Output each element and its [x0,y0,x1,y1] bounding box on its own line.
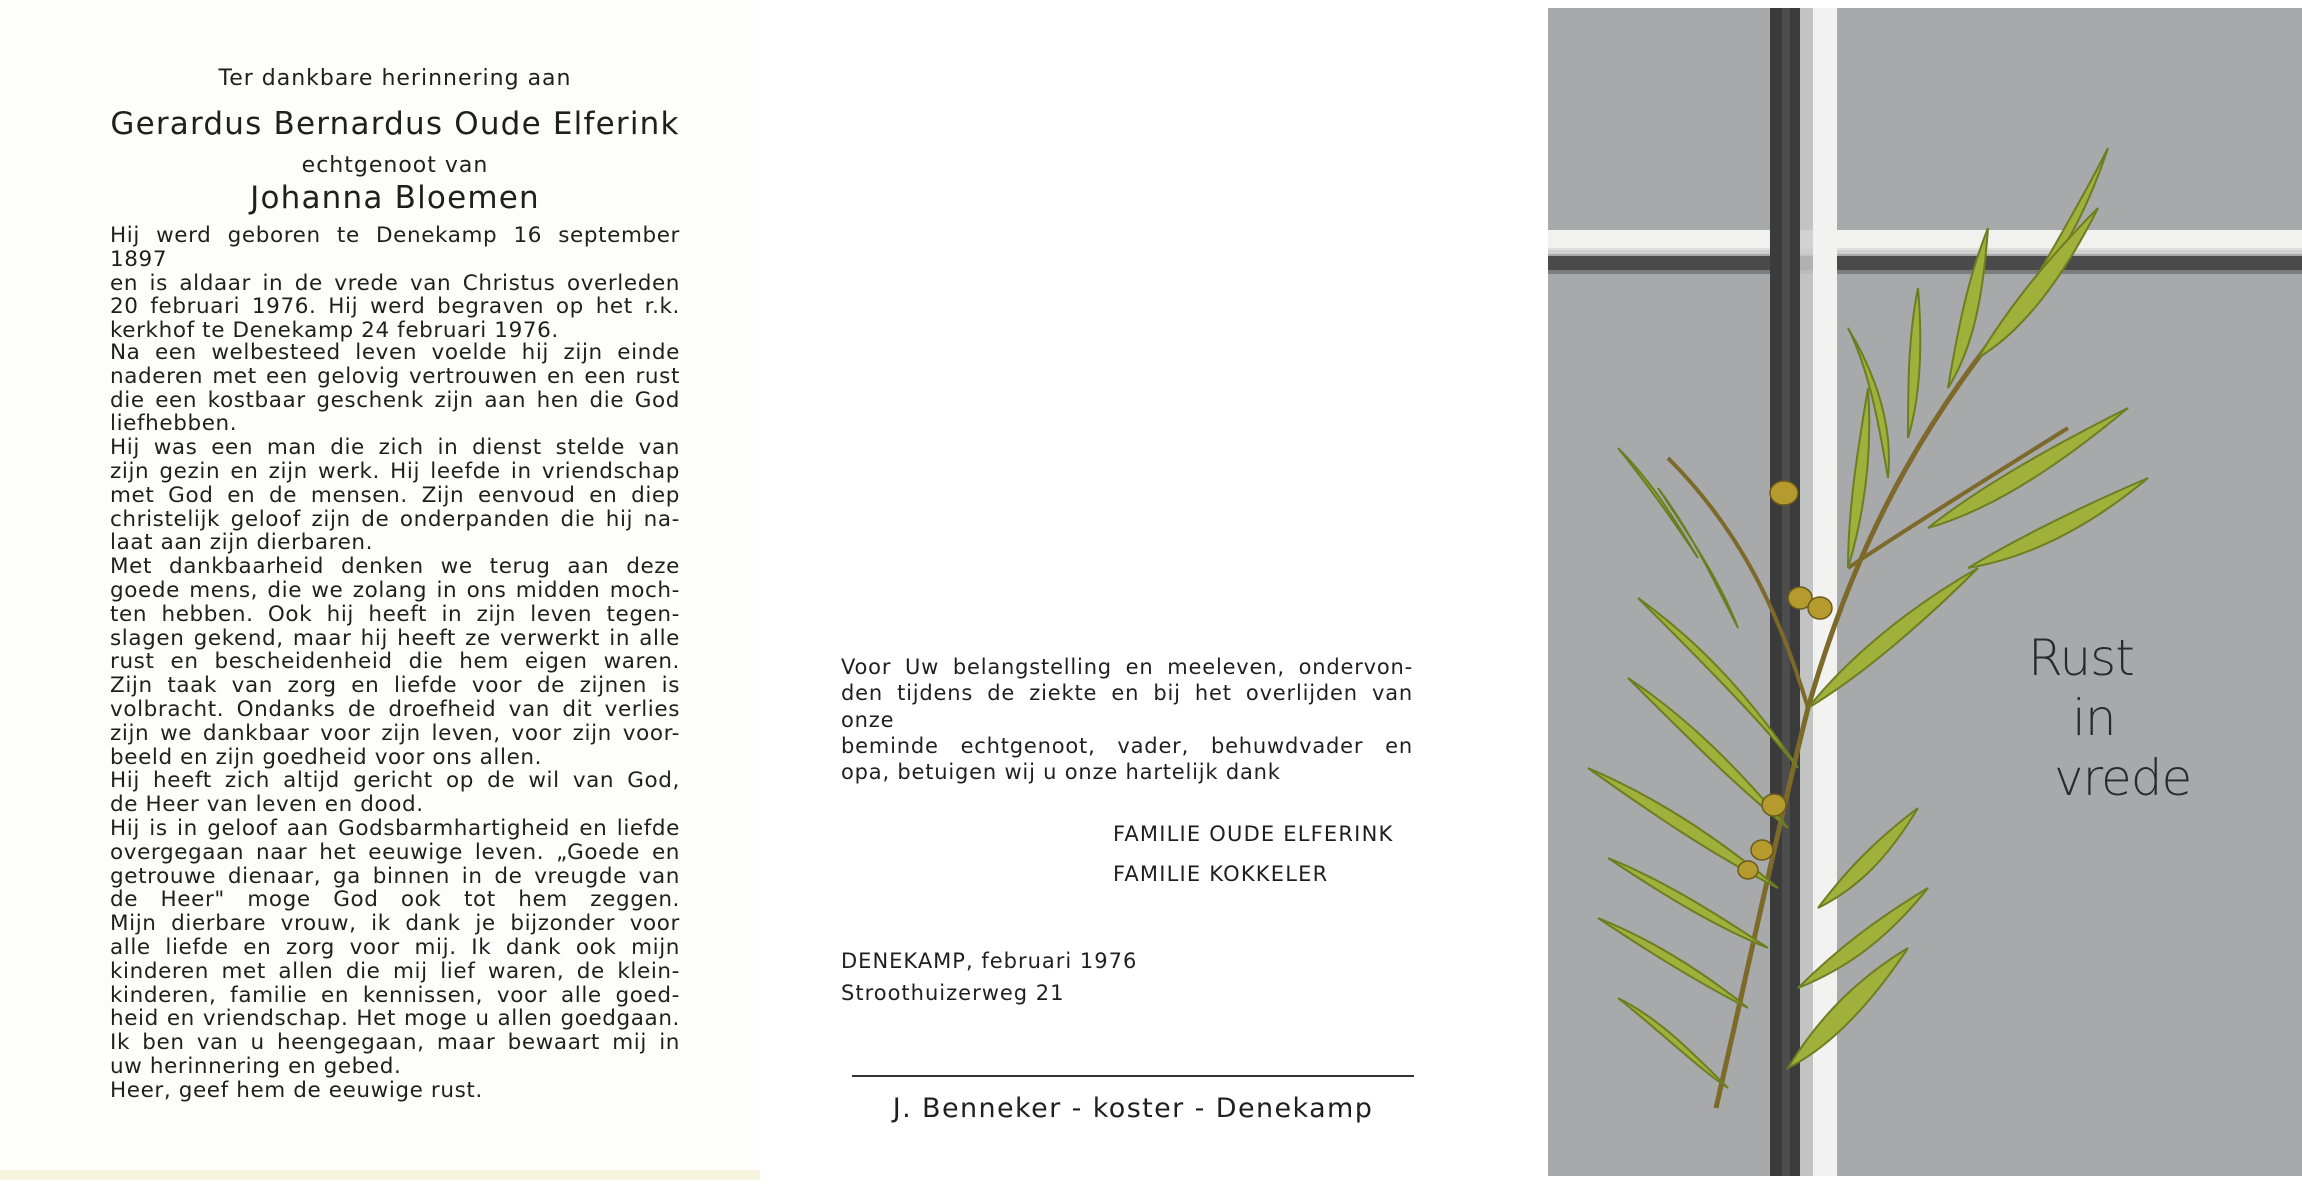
family-name-1: FAMILIE OUDE ELFERINK [1113,822,1394,846]
cross-with-olive-branch-image [1548,8,2302,1176]
intro-text: Ter dankbare herinnering aan [218,66,572,91]
text-line: Hij is in geloof aan Godsbarmhartigheid en liefde [110,815,680,841]
text-line: kinderen met allen die mij lief waren, de klein- [110,958,680,984]
text-line: heid en vriendschap. Het moge u allen goedgaan. [110,1006,680,1032]
text-line: Na een welbesteed leven voelde hij zijn einde [110,340,680,365]
thanks-paragraph [841,654,1413,785]
cover-title-line-2: in [2072,689,2116,747]
text-line: slagen gekend, maar hij heeft ze verwerkt in alle [110,625,680,651]
cover-title-line-1: Rust [2028,629,2134,687]
thanks-line: opa, betuigen wij u onze hartelijk dank [841,760,1281,785]
bio-line: en is aldaar in de vrede van Christus overleden [110,270,680,296]
family-name-2: FAMILIE KOKKELER [1113,862,1329,886]
text-line: uw herinnering en gebed. [110,1053,402,1079]
text-line: ten hebben. Ook hij heeft in zijn leven tegen- [110,601,680,627]
place-date: DENEKAMP, februari 1976 [841,949,1138,973]
text-line: laat aan zijn dierbaren. [110,530,374,556]
text-line: rust en bescheidenheid die hem eigen waren. [110,649,680,675]
cover-illustration [1548,8,2302,1176]
bio-line: Hij werd geboren te Denekamp 16 september 1897 [110,223,680,272]
divider-line [852,1075,1414,1077]
text-line: naderen met een gelovig vertrouwen en een rust [110,363,680,389]
cover-title [2028,628,2248,808]
spouse-intro: echtgenoot van [301,153,489,178]
text-line: getrouwe dienaar, ga binnen in de vreugde van [110,863,680,889]
text-line: alle liefde en zorg voor mij. Ik dank ook mijn [110,934,680,960]
text-line: Mijn dierbare vrouw, ik dank je bijzonder voor [110,911,680,937]
printer-credit: J. Benneker - koster - Denekamp [892,1093,1374,1124]
cover-title-line-3: vrede [2054,749,2192,807]
text-line: Met dankbaarheid denken we terug aan deze [110,554,680,580]
memorial-text [110,341,680,1103]
text-line: zijn gezin en zijn werk. Hij leefde in vriendschap [110,458,680,484]
text-line: met God en de mensen. Zijn eenvoud en diep [110,482,680,508]
text-line: Zijn taak van zorg en liefde voor de zijnen is [110,673,680,699]
text-line: volbracht. Ondanks de droefheid van dit verlies [110,696,680,722]
thanks-line: beminde echtgenoot, vader, behuwdvader en [841,733,1413,758]
text-line: Hij heeft zich altijd gericht op de wil van God, [110,768,680,794]
thanks-line: Voor Uw belangstelling en meeleven, ondervon- [841,655,1413,679]
text-line: kinderen, familie en kennissen, voor alle goed- [110,982,680,1008]
bio-paragraph [110,224,680,343]
deceased-name: Gerardus Bernardus Oude Elferink [110,106,680,142]
bio-line: 20 februari 1976. Hij werd begraven op het r.k. [110,294,680,320]
text-line: de Heer" moge God ook tot hem zeggen. [110,887,680,913]
text-line: liefhebben. [110,411,238,437]
text-line: Ik ben van u heengegaan, maar bewaart mij in [110,1030,680,1056]
text-line: overgegaan naar het eeuwige leven. „Goede en [110,839,680,865]
text-line: goede mens, die we zolang in ons midden moch- [110,577,680,603]
text-line: zijn we dankbaar voor zijn leven, voor zijn voor- [110,720,680,746]
text-line: die een kostbaar geschenk zijn aan hen die God [110,387,680,413]
spouse-name: Johanna Bloemen [250,180,540,216]
paper-edge [0,1170,760,1180]
bio-line: kerkhof te Denekamp 24 februari 1976. [110,318,559,344]
text-line: de Heer van leven en dood. [110,792,424,818]
text-line: beeld en zijn goedheid voor ons allen. [110,744,543,770]
text-line: Heer, geef hem de eeuwige rust. [110,1077,483,1103]
text-line: Hij was een man die zich in dienst stelde van [110,435,680,461]
thanks-line: den tijdens de ziekte en bij het overlijden van onze [841,681,1413,732]
address: Stroothuizerweg 21 [841,981,1065,1005]
text-line: christelijk geloof zijn de onderpanden die hij na- [110,506,680,532]
